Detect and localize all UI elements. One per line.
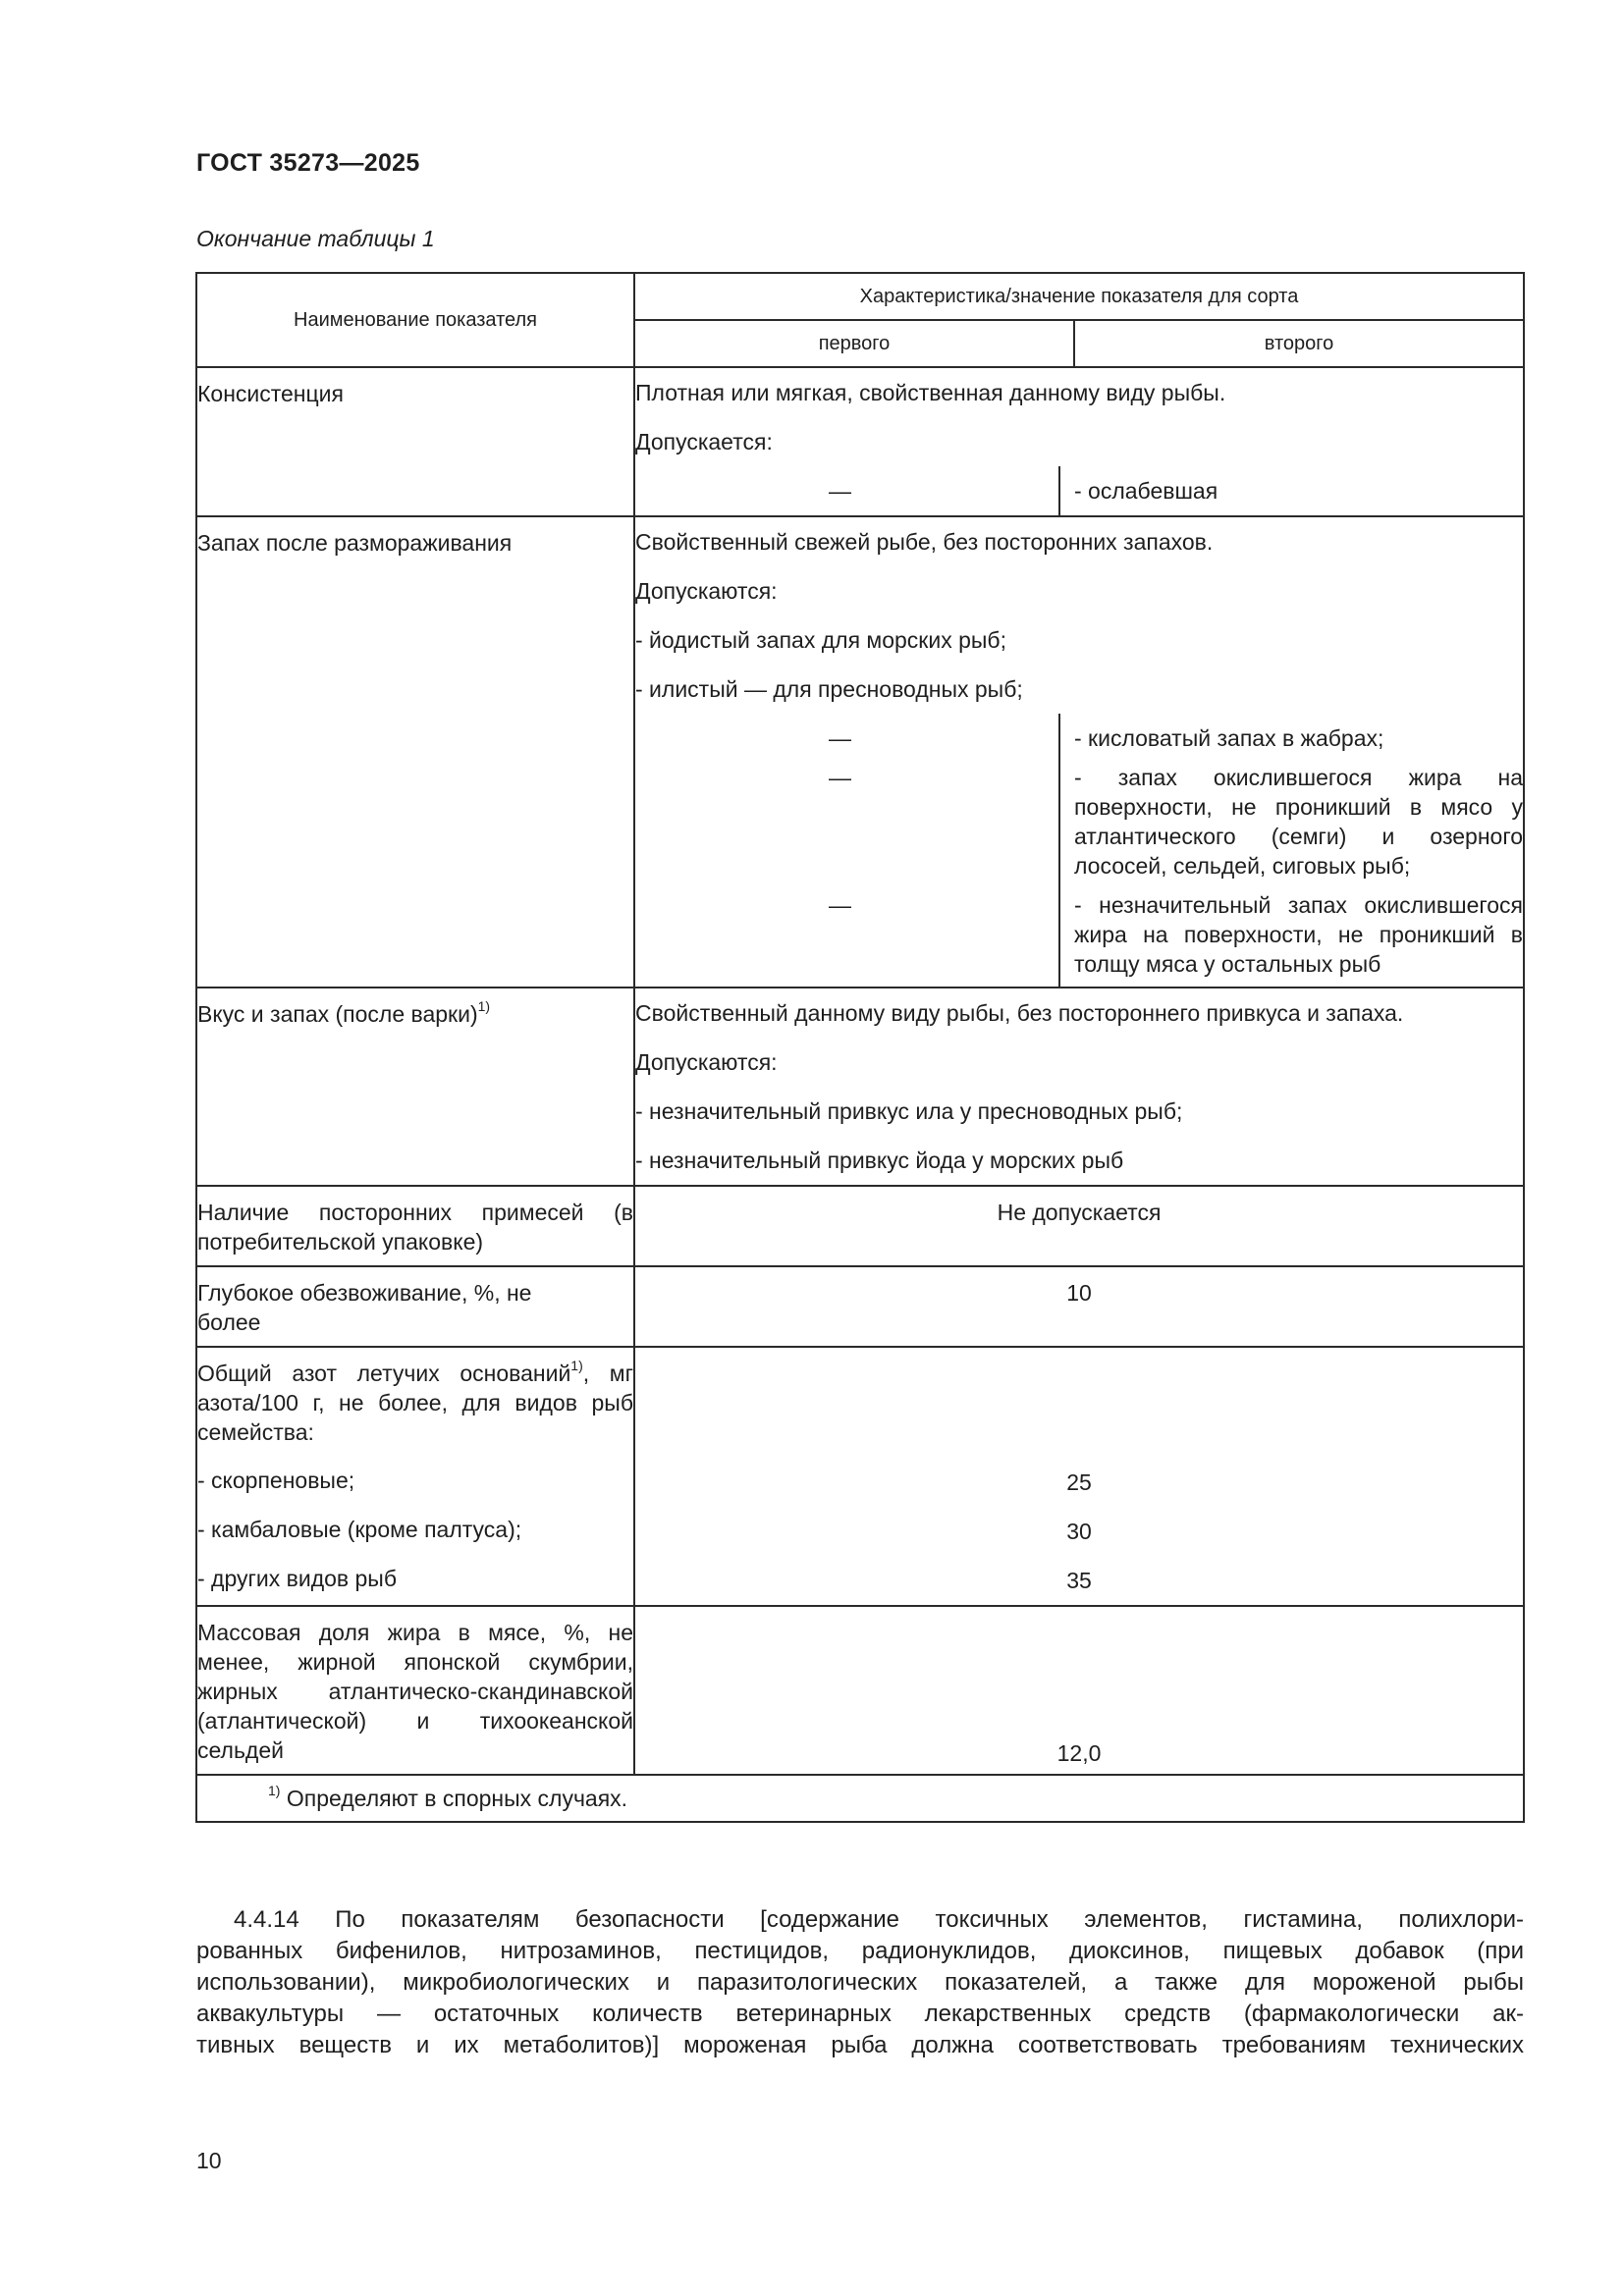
grade1-header: первого xyxy=(634,320,1074,367)
table-row-dehydration xyxy=(196,1266,1524,1347)
paragraph-line: тивных веществ и их метаболитов)] мороженая рыба должна соответствовать требованиям технических xyxy=(196,2032,1524,2058)
table-row-taste xyxy=(196,988,1524,1186)
grade2-value: - ослабевшая xyxy=(1074,478,1218,504)
footnote-mark: 1) xyxy=(268,1783,281,1799)
row-text-line: - незначительный привкус ила у пресноводных рыб; xyxy=(635,1098,1183,1124)
row-text-line: - незначительный привкус йода у морских рыб xyxy=(635,1148,1124,1173)
row-name: Глубокое обезвоживание, %, не более xyxy=(197,1280,532,1335)
footnote-mark: 1) xyxy=(477,998,491,1015)
grade1-dash: — xyxy=(622,881,1060,987)
row-text-line: Допускаются: xyxy=(635,1049,778,1075)
grade1-dash: — xyxy=(622,714,1060,753)
row-text-line: Свойственный данному виду рыбы, без постороннего привкуса и запаха. xyxy=(635,1000,1404,1026)
row-text-line: Плотная или мягкая, свойственная данному виду рыбы. xyxy=(635,380,1226,405)
row-name: Массовая доля жира в мясе, %, не менее, жирной японской скумбрии, жирных атлантическо-скандинавской (атлантической) и тихоокеанской сельдей xyxy=(197,1620,633,1763)
row-name: Консистенция xyxy=(197,381,344,406)
grade2-value: - запах окислившегося жира на поверхности, не проникший в мясо у атлантического (семги) и озерного лососей, сельдей, сиговых рыб; xyxy=(1074,765,1523,879)
sub-item-label: - скорпеновые; xyxy=(197,1468,355,1493)
row-value: 10 xyxy=(1066,1280,1092,1306)
table-row-fat xyxy=(196,1606,1524,1775)
row-text-line: Допускаются: xyxy=(635,578,778,604)
table-row-smell xyxy=(196,516,1524,988)
grade1-dash: — xyxy=(622,466,1060,515)
table-caption: Окончание таблицы 1 xyxy=(196,226,435,251)
grade1-dash: — xyxy=(622,753,1060,881)
grade2-header: второго xyxy=(1074,320,1524,367)
page-number: 10 xyxy=(196,2148,222,2173)
row-name: Запах после размораживания xyxy=(197,530,513,556)
table-footnote-row xyxy=(196,1775,1524,1822)
row-name: Общий азот летучих оснований$^{1)}$, мг азота/100 г, не более, для видов рыб семейства: xyxy=(197,1358,633,1445)
row-value: 12,0 xyxy=(1056,1740,1102,1766)
table-footnote: $^{1)}$ Определяют в спорных случаях. xyxy=(268,1783,628,1811)
table-row-consistency xyxy=(196,367,1524,516)
sub-item-value: 25 xyxy=(1066,1469,1092,1495)
row-text-line: - илистый — для пресноводных рыб; xyxy=(635,676,1023,702)
sub-item-value: 30 xyxy=(1066,1519,1092,1544)
table-row-impurities xyxy=(196,1186,1524,1266)
indicators-table xyxy=(195,272,1525,1823)
document-code: ГОСТ 35273—2025 xyxy=(196,149,420,177)
row-text-line: Допускается: xyxy=(635,429,773,454)
row-value: Не допускается xyxy=(997,1200,1162,1225)
paragraph-line: рованных бифенилов, нитрозаминов, пестицидов, радионуклидов, диоксинов, пищевых добавок (при xyxy=(196,1938,1524,1964)
footnote-mark: 1) xyxy=(570,1358,583,1374)
sub-item-value: 35 xyxy=(1066,1568,1092,1593)
row-text-line: - йодистый запах для морских рыб; xyxy=(635,627,1006,653)
col-name-header: Наименование показателя xyxy=(196,273,634,367)
row-name: Вкус и запах (после варки)$^{1)}$ xyxy=(197,998,491,1027)
row-name: Наличие посторонних примесей (в потребительской упаковке) xyxy=(197,1200,633,1255)
col-group-header: Характеристика/значение показателя для сорта xyxy=(634,273,1524,320)
sub-item-label: - камбаловые (кроме палтуса); xyxy=(197,1517,522,1542)
grade2-value: - кисловатый запах в жабрах; xyxy=(1074,725,1384,751)
paragraph-line: использовании), микробиологических и паразитологических показателей, а также для мороженой рыбы xyxy=(196,1969,1524,1996)
grade2-value: - незначительный запах окислившегося жира на поверхности, не проникший в толщу мяса у остальных рыб xyxy=(1074,892,1523,977)
paragraph-line: аквакультуры — остаточных количеств ветеринарных лекарственных средств (фармакологически ак- xyxy=(196,2001,1524,2027)
row-text-line: Свойственный свежей рыбе, без посторонних запахов. xyxy=(635,529,1214,555)
sub-item-label: - других видов рыб xyxy=(197,1566,398,1591)
paragraph-line: 4.4.14 По показателям безопасности [содержание токсичных элементов, гистамина, полихлори- xyxy=(234,1906,1524,1933)
table-row-nitrogen xyxy=(196,1347,1524,1606)
body-paragraph xyxy=(196,1904,1524,2061)
